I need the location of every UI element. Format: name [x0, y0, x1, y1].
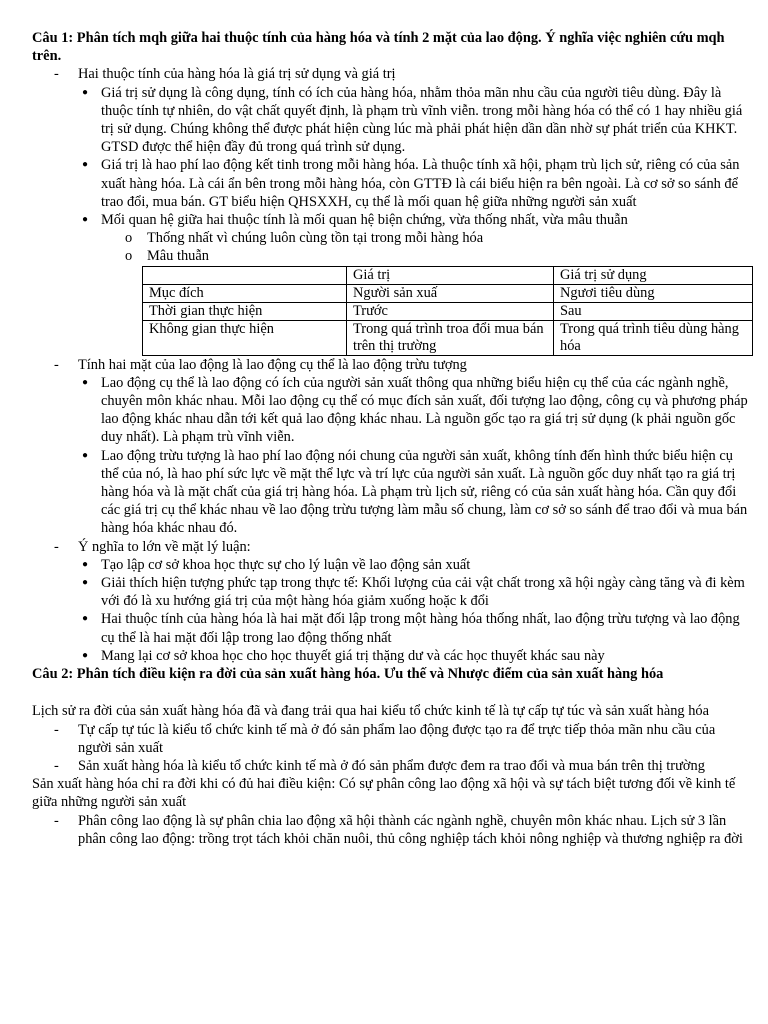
sub-item-contradiction: o Mâu thuẫn	[32, 247, 748, 265]
dash-item-two-sided-labor: - Tính hai mặt của lao động là lao động cụ thể là lao động trừu tượng	[32, 356, 748, 374]
dash-item-self-sufficiency: - Tự cấp tự túc là kiểu tổ chức kinh tế mà ở đó sản phẩm lao động được tạo ra để trực tiếp thỏa mãn nhu cầu của người sản xuất	[32, 721, 748, 757]
table-cell: Trong quá trình tiêu dùng hàng hóa	[554, 320, 753, 355]
bullet-concrete-labor: ● Lao động cụ thể là lao động có ích của người sản xuất thông qua những biểu hiện cụ thể của các ngành nghề, chuyên môn khác nhau. Mỗi lao động cụ thể có mục đích sản xuất, đối tượng lao động, công cụ và phương pháp lao động khác nhau dẫn tới kết quả lao động khác nhau. Là nguồn gốc tạo ra giá trị sử dụng (k phải nguồn gốc duy nhất). Là phạm trù vĩnh viễn.	[32, 374, 748, 447]
dash-item-two-attributes: - Hai thuộc tính của hàng hóa là giá trị sử dụng và giá trị	[32, 65, 748, 83]
bullet-significance-2: ● Giải thích hiện tượng phức tạp trong thực tế: Khối lượng của cải vật chất trong xã hội ngày càng tăng và đi kèm với đó là xu hướng giá trị của một hàng hóa giảm xuống hoặc k đổi	[32, 574, 748, 610]
question-2-title: Câu 2: Phân tích điều kiện ra đời của sản xuất hàng hóa. Ưu thế và Nhược điểm của sản xuất hàng hóa	[32, 666, 664, 683]
table-cell: Sau	[554, 302, 753, 320]
table-header-cell	[143, 266, 347, 284]
table-row	[143, 284, 753, 302]
table-cell: Người sản xuấ	[347, 284, 554, 302]
paragraph-conditions: Sản xuất hàng hóa chỉ ra đời khi có đủ hai điều kiện: Có sự phân công lao động xã hội và sự tách biệt tương đối về kinh tế giữa những người sản xuất	[32, 776, 736, 811]
dash-item-division-of-labor: - Phân công lao động là sự phân chia lao động xã hội thành các ngành nghề, chuyên môn khác nhau. Lịch sử 3 lần phân công lao động: trồng trọt tách khỏi chăn nuôi, thủ công nghiệp tách khỏi nông nghiệp và thương nghiệp ra đời	[32, 812, 748, 848]
table-cell: Không gian thực hiện	[143, 320, 347, 355]
table-cell: Mục đích	[143, 284, 347, 302]
bullet-abstract-labor: ● Lao động trừu tượng là hao phí lao động nói chung của người sản xuất, không tính đến hình thức biểu hiện cụ thể của nó, là hao phí sức lực về mặt thể lực và trí lực của người sản xuất. Là nguồn gốc duy nhất tạo ra giá trị hàng hóa và là mặt chất của giá trị hàng hóa. Là phạm trù lịch sử, riêng có của sản xuất hàng hóa. Cần quy đổi các giá trị cụ thể khác nhau về lao động trừu tượng làm mẫu số chung, làm cơ sở so sánh để trao đổi và mua bán hàng hóa khác nhau đó.	[32, 447, 748, 538]
table-header-cell: Giá trị	[347, 266, 554, 284]
blank-line	[32, 683, 748, 702]
bullet-dialectical-relation: ● Mối quan hệ giữa hai thuộc tính là mối quan hệ biện chứng, vừa thống nhất, vừa mâu thuẫn	[32, 211, 748, 229]
comparison-table	[142, 266, 753, 356]
table-row	[143, 302, 753, 320]
table-cell: Trong quá trình troa đổi mua bán trên thị trường	[347, 320, 554, 355]
table-cell: Ngươi tiêu dùng	[554, 284, 753, 302]
table-row	[143, 320, 753, 355]
table-header-cell: Giá trị sử dụng	[554, 266, 753, 284]
bullet-significance-3: ● Hai thuộc tính của hàng hóa là hai mặt đối lập trong một hàng hóa thống nhất, lao động trừu tượng và lao động cụ thể là hai mặt đối lập trong lao động thống nhất	[32, 610, 748, 646]
question-1-title: Câu 1: Phân tích mqh giữa hai thuộc tính của hàng hóa và tính 2 mặt của lao động. Ý nghĩa việc nghiên cứu mqh trên.	[32, 30, 725, 65]
sub-item-unity: o Thống nhất vì chúng luôn cùng tồn tại trong mỗi hàng hóa	[32, 229, 748, 247]
table-header-row	[143, 266, 753, 284]
dash-item-theoretical-significance: - Ý nghĩa to lớn về mặt lý luận:	[32, 538, 748, 556]
bullet-significance-4: ● Mang lại cơ sở khoa học cho học thuyết giá trị thặng dư và các học thuyết khác sau này	[32, 647, 748, 665]
bullet-value: ● Giá trị là hao phí lao động kết tinh trong mỗi hàng hóa. Là thuộc tính xã hội, phạm trù lịch sử, riêng có của sản xuất hàng hóa. Là cái ẩn bên trong mỗi hàng hóa, còn GTTĐ là cái biểu hiện ra bên ngoài. Là cơ sở so sánh để trao đổi, mua bán. GT biểu hiện QHSXXH, cụ thể là mối quan hệ giữa những người sản xuất	[32, 156, 748, 211]
bullet-use-value: ● Giá trị sử dụng là công dụng, tính có ích của hàng hóa, nhằm thỏa mãn nhu cầu của người tiêu dùng. Đây là thuộc tính tự nhiên, do vật chất quyết định, là phạm trù vĩnh viễn. trong mỗi hàng hóa có thể có 1 hay nhiều giá trị sử dụng. Chúng không thể được phát hiện cùng lúc mà phải phát hiện dần dần nhờ sự phát triển của KHKT. GTSD được thể hiện đầy đủ trong quá trình sử dụng.	[32, 84, 748, 157]
bullet-significance-1: ● Tạo lập cơ sở khoa học thực sự cho lý luận về lao động sản xuất	[32, 556, 748, 574]
table-cell: Trước	[347, 302, 554, 320]
table-cell: Thời gian thực hiện	[143, 302, 347, 320]
paragraph-history: Lịch sử ra đời của sản xuất hàng hóa đã và đang trải qua hai kiểu tổ chức kinh tế là tự cấp tự túc và sản xuất hàng hóa	[32, 703, 709, 720]
dash-item-commodity-production: - Sản xuất hàng hóa là kiểu tổ chức kinh tế mà ở đó sản phẩm được đem ra trao đổi và mua bán trên thị trường	[32, 757, 748, 775]
